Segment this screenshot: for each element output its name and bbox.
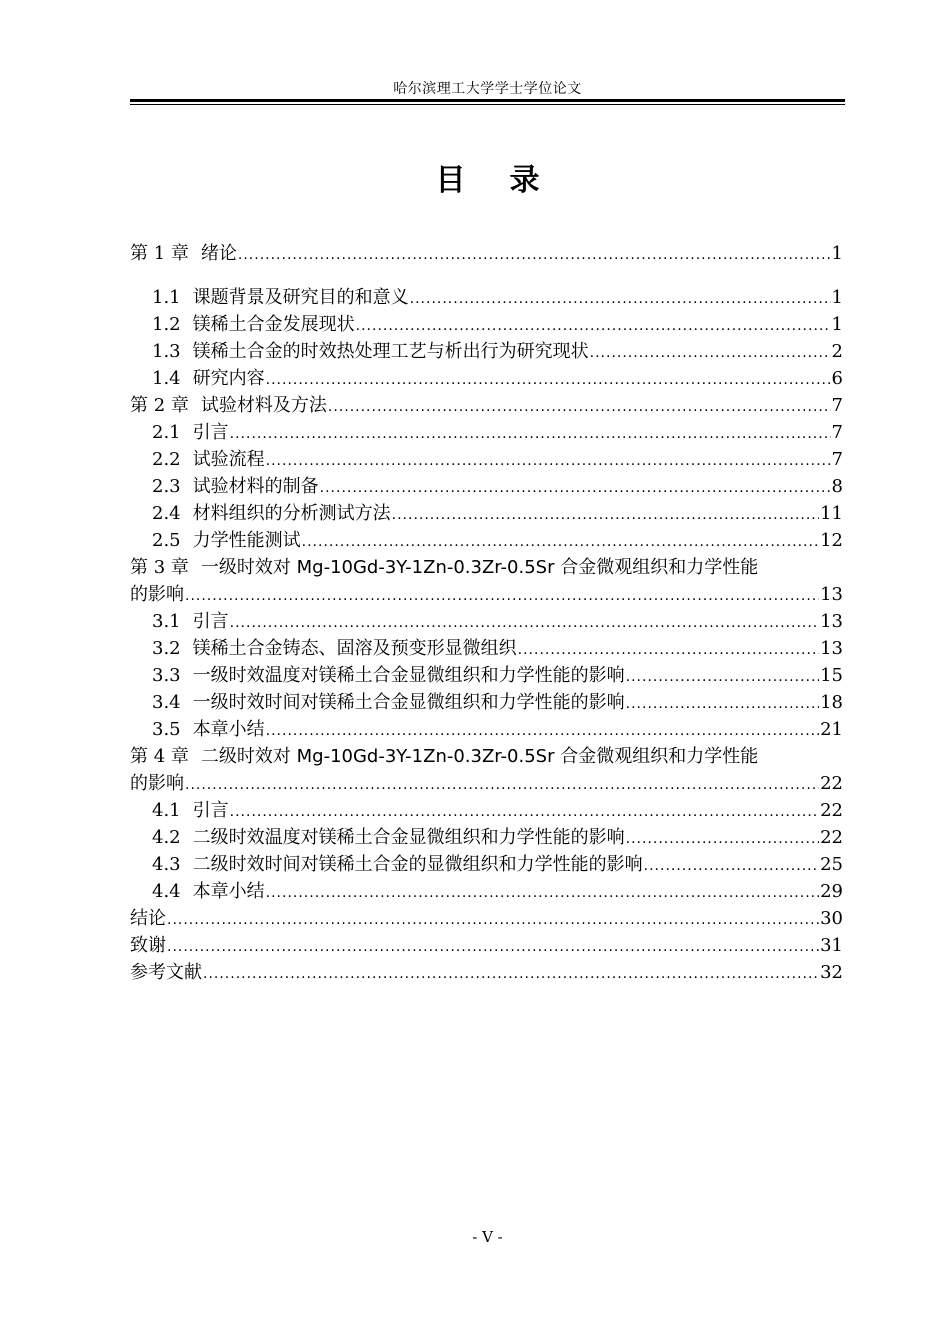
toc-section-2-1[interactable] [130, 419, 843, 446]
toc-leader [230, 799, 819, 826]
toc-label: 一级时效对 Mg-10Gd-3Y-1Zn-0.3Zr-0.5Sr 合金微观组织和力学性能 [200, 557, 759, 578]
toc-number: 2.2 [152, 449, 181, 470]
toc-leader [626, 826, 819, 853]
toc-page: 32 [820, 962, 843, 983]
toc-section-4-3[interactable] [130, 851, 843, 878]
toc-conclusion[interactable] [130, 905, 843, 932]
toc-label: 引言 [192, 611, 229, 632]
toc-chapter-2[interactable] [130, 392, 843, 419]
toc-leader [410, 286, 831, 313]
toc-acknowledgements[interactable] [130, 932, 843, 959]
toc-section-3-5[interactable] [130, 716, 843, 743]
toc-leader [328, 394, 831, 421]
toc-page: 8 [831, 476, 843, 497]
toc-section-2-2[interactable] [130, 446, 843, 473]
toc-label: 引言 [192, 422, 229, 443]
toc-page: 15 [820, 665, 843, 686]
toc-section-4-1[interactable] [130, 797, 843, 824]
toc-section-4-2[interactable] [130, 824, 843, 851]
toc-page: 7 [831, 449, 843, 470]
toc-leader [238, 242, 831, 269]
toc-page: 22 [820, 827, 843, 848]
toc-chapter-4-line1[interactable] [130, 743, 843, 770]
toc-label: 一级时效时间对镁稀土合金显微组织和力学性能的影响 [192, 692, 625, 713]
toc-section-2-5[interactable] [130, 527, 843, 554]
toc-number: 4.2 [152, 827, 181, 848]
toc-leader [230, 421, 831, 448]
toc-page: 22 [820, 800, 843, 821]
toc-page: 12 [820, 530, 843, 551]
toc-label: 本章小结 [192, 881, 265, 902]
toc-section-1-4[interactable] [130, 365, 843, 392]
toc-number: 4.1 [152, 800, 181, 821]
toc-leader [644, 853, 819, 880]
toc-label: 参考文献 [130, 962, 202, 983]
toc-references[interactable] [130, 959, 843, 986]
toc-label: 一级时效温度对镁稀土合金显微组织和力学性能的影响 [192, 665, 625, 686]
toc-section-1-3[interactable] [130, 338, 843, 365]
toc-label: 研究内容 [192, 368, 265, 389]
toc-number: 3.5 [152, 719, 181, 740]
toc-label: 镁稀土合金发展现状 [192, 314, 355, 335]
toc-section-3-3[interactable] [130, 662, 843, 689]
toc-number: 1.3 [152, 341, 181, 362]
toc-page: 11 [820, 503, 843, 524]
toc-section-3-1[interactable] [130, 608, 843, 635]
toc-label: 绪论 [200, 243, 237, 264]
toc-leader [392, 502, 819, 529]
toc-leader [626, 664, 819, 691]
toc-number: 2.1 [152, 422, 181, 443]
toc-page: 29 [820, 881, 843, 902]
toc-label: 致谢 [130, 935, 166, 956]
toc-chapter-3-line1[interactable] [130, 554, 843, 581]
toc-page: 7 [831, 422, 843, 443]
toc-leader [302, 529, 819, 556]
toc-label: 的影响 [130, 773, 184, 794]
toc-leader [167, 934, 819, 961]
toc-page: 31 [820, 935, 843, 956]
toc-number: 1.1 [152, 287, 181, 308]
toc-leader [230, 610, 819, 637]
toc-page: 13 [820, 584, 843, 605]
toc-page: 18 [820, 692, 843, 713]
toc-number: 3.1 [152, 611, 181, 632]
toc-leader [266, 367, 831, 394]
toc-number: 3.2 [152, 638, 181, 659]
toc-section-4-4[interactable] [130, 878, 843, 905]
toc-label: 本章小结 [192, 719, 265, 740]
toc-section-1-2[interactable] [130, 311, 843, 338]
toc-label: 试验材料的制备 [192, 476, 319, 497]
toc-leader [266, 718, 819, 745]
page-number: - V - [472, 1228, 503, 1246]
toc-page: 7 [831, 395, 843, 416]
page-title: 目录 [435, 163, 584, 198]
toc-label: 试验流程 [192, 449, 265, 470]
toc-section-2-4[interactable] [130, 500, 843, 527]
toc-leader [590, 340, 831, 367]
toc-leader [356, 313, 831, 340]
toc-chapter-4-line2[interactable] [130, 770, 843, 797]
toc-number: 4.4 [152, 881, 181, 902]
toc-page: 13 [820, 611, 843, 632]
toc-number: 2.5 [152, 530, 181, 551]
toc-page: 22 [820, 773, 843, 794]
toc-leader [185, 772, 819, 799]
toc-page: 1 [831, 314, 843, 335]
toc-section-1-1[interactable] [130, 284, 843, 311]
toc-label: 材料组织的分析测试方法 [192, 503, 391, 524]
toc-label: 结论 [130, 908, 166, 929]
running-header: 哈尔滨理工大学学士学位论文 [393, 81, 582, 97]
toc-number: 3.4 [152, 692, 181, 713]
toc-page: 21 [820, 719, 843, 740]
toc-number: 第 2 章 [130, 395, 189, 416]
toc-leader [266, 448, 831, 475]
toc-section-2-3[interactable] [130, 473, 843, 500]
toc-section-3-4[interactable] [130, 689, 843, 716]
toc-number: 2.3 [152, 476, 181, 497]
toc-number: 2.4 [152, 503, 181, 524]
toc-label: 试验材料及方法 [200, 395, 327, 416]
toc-number: 1.4 [152, 368, 181, 389]
toc-page: 6 [831, 368, 843, 389]
toc-label: 的影响 [130, 584, 184, 605]
toc-chapter-3-line2[interactable] [130, 581, 843, 608]
toc-label: 二级时效对 Mg-10Gd-3Y-1Zn-0.3Zr-0.5Sr 合金微观组织和力学性能 [200, 746, 759, 767]
toc-page: 1 [831, 287, 843, 308]
toc-number: 第 4 章 [130, 746, 189, 767]
toc-number: 第 1 章 [130, 243, 189, 264]
toc-number: 4.3 [152, 854, 181, 875]
toc-number: 1.2 [152, 314, 181, 335]
toc-label: 二级时效温度对镁稀土合金显微组织和力学性能的影响 [192, 827, 625, 848]
toc-leader [266, 880, 819, 907]
toc-label: 二级时效时间对镁稀土合金的显微组织和力学性能的影响 [192, 854, 643, 875]
toc-leader [203, 961, 819, 988]
table-of-contents [130, 240, 843, 986]
toc-label: 力学性能测试 [192, 530, 301, 551]
toc-leader [518, 637, 819, 664]
toc-number: 第 3 章 [130, 557, 189, 578]
toc-page: 2 [831, 341, 843, 362]
toc-number: 3.3 [152, 665, 181, 686]
header-rule-thin [130, 104, 845, 105]
toc-leader [185, 583, 819, 610]
toc-label: 镁稀土合金铸态、固溶及预变形显微组织 [192, 638, 517, 659]
toc-section-3-2[interactable] [130, 635, 843, 662]
toc-label: 引言 [192, 800, 229, 821]
toc-page: 30 [820, 908, 843, 929]
toc-label: 镁稀土合金的时效热处理工艺与析出行为研究现状 [192, 341, 589, 362]
toc-page: 25 [820, 854, 843, 875]
toc-label: 课题背景及研究目的和意义 [192, 287, 409, 308]
toc-page: 13 [820, 638, 843, 659]
toc-leader [320, 475, 831, 502]
toc-leader [167, 907, 819, 934]
toc-leader [626, 691, 819, 718]
header-rule-thick [130, 99, 845, 102]
toc-chapter-1[interactable] [130, 240, 843, 267]
toc-page: 1 [831, 243, 843, 264]
